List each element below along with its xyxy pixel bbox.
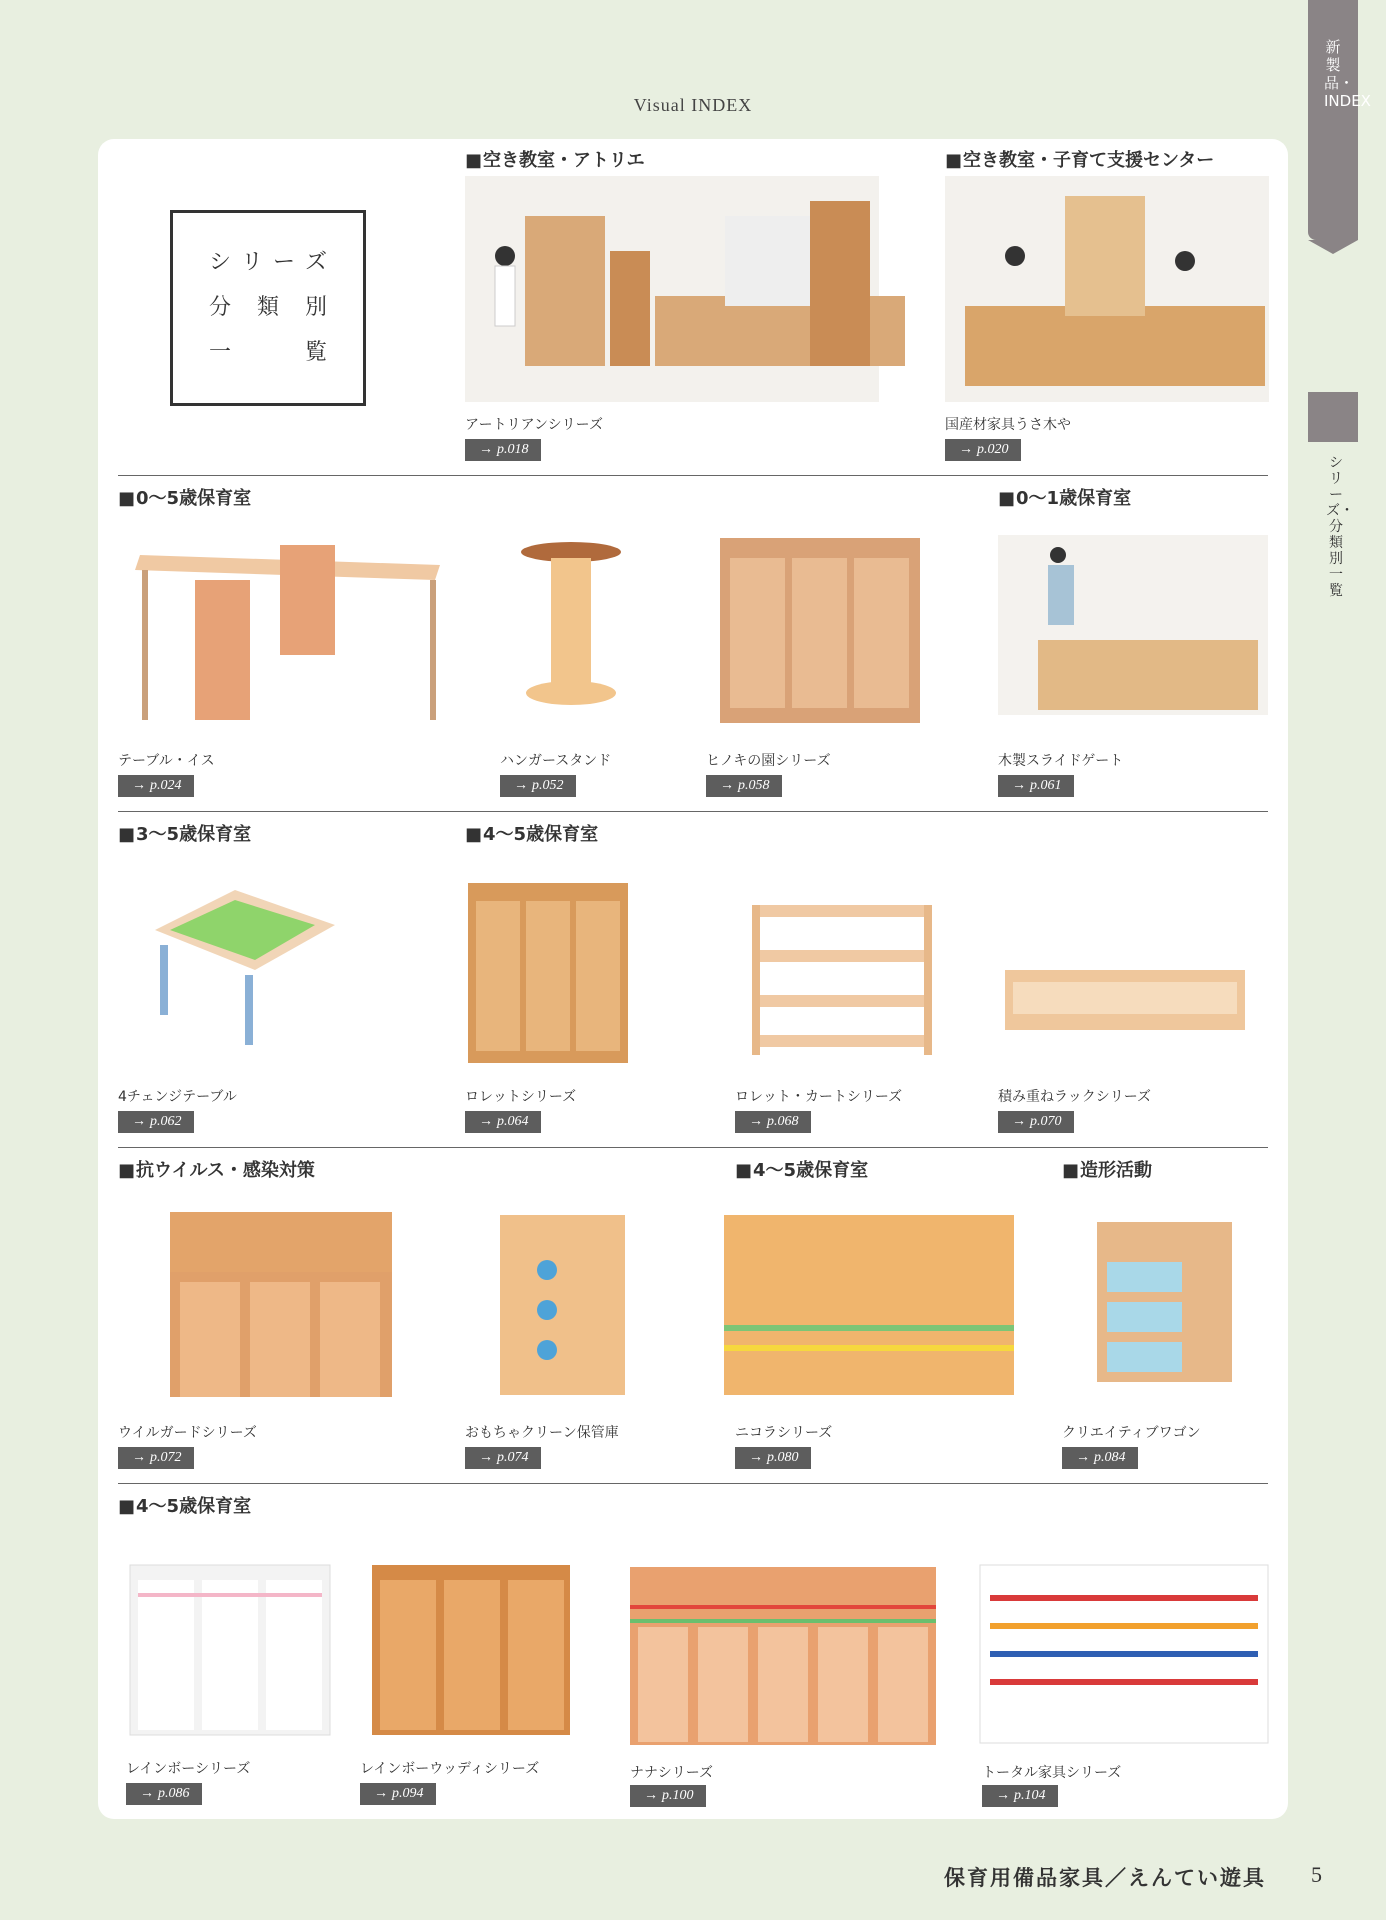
product-image-rainbow-woody <box>372 1565 570 1735</box>
section-heading: ■ 3〜5歳保育室 <box>118 820 251 846</box>
item-name: レインボーウッディシリーズ <box>360 1761 540 1777</box>
section-heading: ■ 4〜5歳保育室 <box>735 1156 868 1182</box>
divider <box>118 1147 1268 1148</box>
page-link[interactable]: → p.104 <box>982 1785 1058 1807</box>
item-name: おもちゃクリーン保管庫 <box>465 1425 619 1441</box>
divider <box>118 475 1268 476</box>
item-name: ウイルガードシリーズ <box>118 1425 257 1441</box>
side-tab-new-index-label: 新製品・INDEX <box>1324 38 1371 110</box>
product-image-creative-wagon <box>1097 1222 1232 1397</box>
item-name: レインボーシリーズ <box>126 1761 251 1777</box>
product-image-4change-table <box>150 885 340 1060</box>
item-name: トータル家具シリーズ <box>982 1765 1122 1781</box>
page-link[interactable]: → p.064 <box>465 1111 541 1133</box>
product-image-atelier <box>465 176 879 402</box>
side-tab-series[interactable] <box>1308 392 1358 442</box>
section-heading: ■ 4〜5歳保育室 <box>465 820 598 846</box>
page-link[interactable]: → p.074 <box>465 1447 541 1469</box>
product-image-nana <box>630 1567 936 1745</box>
section-heading: ■ 空き教室・子育て支援センター <box>945 146 1214 172</box>
page-title: Visual INDEX <box>633 95 753 115</box>
item-name: ロレットシリーズ <box>465 1089 577 1105</box>
side-tab-series-label: シリーズ・分類別一覧 <box>1326 455 1354 599</box>
product-image-nicola <box>724 1215 1014 1395</box>
page-link[interactable]: → p.070 <box>998 1111 1074 1133</box>
item-name: ナナシリーズ <box>630 1765 714 1781</box>
section-heading: ■ 4〜5歳保育室 <box>118 1492 251 1518</box>
page-link[interactable]: → p.020 <box>945 439 1021 461</box>
page-link[interactable]: → p.018 <box>465 439 541 461</box>
item-name: ハンガースタンド <box>500 753 612 769</box>
product-image-rainbow <box>130 1565 330 1735</box>
product-image-hanger-stand <box>516 538 626 718</box>
item-name: 4チェンジテーブル <box>118 1089 237 1105</box>
product-image-virguard <box>170 1212 392 1397</box>
page-link[interactable]: → p.058 <box>706 775 782 797</box>
product-image-toy-clean-cabinet <box>500 1215 625 1395</box>
page-link[interactable]: → p.068 <box>735 1111 811 1133</box>
page-link[interactable]: → p.080 <box>735 1447 811 1469</box>
product-image-usakiya <box>945 176 1269 402</box>
section-heading: ■ 空き教室・アトリエ <box>465 146 645 172</box>
section-heading: ■ 0〜1歳保育室 <box>998 484 1131 510</box>
item-name: 国産材家具うさ木や <box>945 417 1071 433</box>
item-name: 積み重ねラックシリーズ <box>998 1089 1152 1105</box>
footer-brand: 保育用備品家具／えんてい遊具 <box>944 1866 1266 1890</box>
section-heading: ■ 0〜5歳保育室 <box>118 484 251 510</box>
series-box: シ リ ー ズ 分 類 別 一 覧 <box>170 210 366 406</box>
page-link[interactable]: → p.072 <box>118 1447 194 1469</box>
section-heading: ■ 造形活動 <box>1062 1156 1152 1182</box>
item-name: ヒノキの園シリーズ <box>706 753 831 769</box>
page-link[interactable]: → p.052 <box>500 775 576 797</box>
page-link[interactable]: → p.084 <box>1062 1447 1138 1469</box>
page-link[interactable]: → p.061 <box>998 775 1074 797</box>
product-image-lorette-cart <box>752 905 932 1065</box>
page-link[interactable]: → p.024 <box>118 775 194 797</box>
item-name: テーブル・イス <box>118 753 215 769</box>
item-name: クリエイティブワゴン <box>1062 1425 1201 1441</box>
product-image-table-chair <box>130 535 450 725</box>
divider <box>118 811 1268 812</box>
item-name: ニコラシリーズ <box>735 1425 833 1441</box>
page-link[interactable]: → p.094 <box>360 1783 436 1805</box>
side-tab-new-index[interactable] <box>1308 0 1371 240</box>
page-link[interactable]: → p.062 <box>118 1111 194 1133</box>
item-name: アートリアンシリーズ <box>465 417 603 433</box>
divider <box>118 1483 1268 1484</box>
product-image-total-furniture <box>980 1565 1268 1743</box>
product-image-hinoki <box>720 538 920 723</box>
item-name: ロレット・カートシリーズ <box>735 1089 903 1105</box>
section-heading: ■ 抗ウイルス・感染対策 <box>118 1156 315 1182</box>
page-link[interactable]: → p.086 <box>126 1783 202 1805</box>
page-link[interactable]: → p.100 <box>630 1785 706 1807</box>
page-number: 5 <box>1311 1862 1322 1887</box>
product-image-slide-gate <box>998 535 1268 715</box>
item-name: 木製スライドゲート <box>998 753 1124 769</box>
product-image-lorette <box>468 883 628 1063</box>
product-image-stacking-rack <box>1005 960 1245 1050</box>
